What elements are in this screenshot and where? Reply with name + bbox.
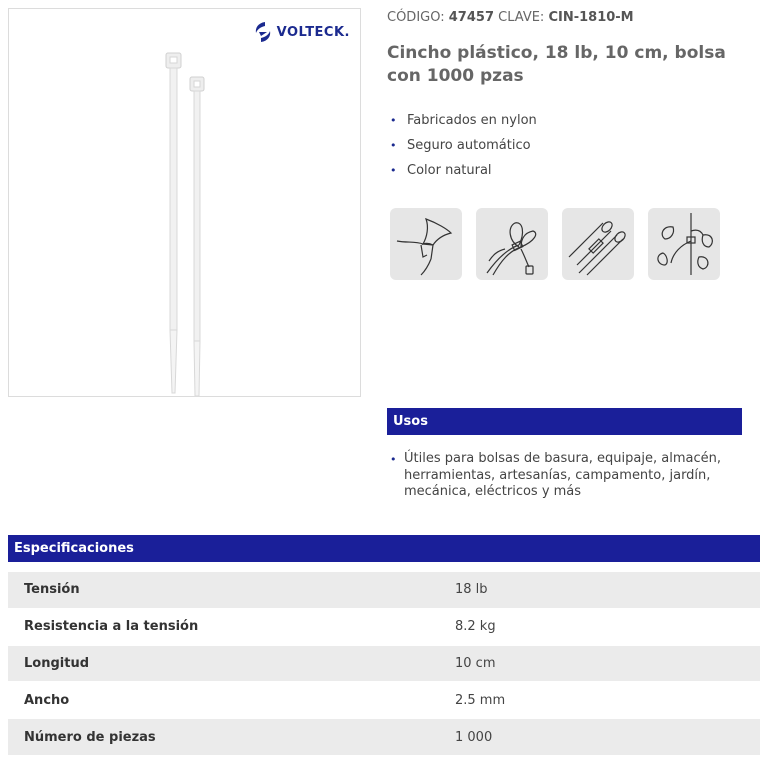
- use-icons: [390, 208, 720, 280]
- feature-list: [390, 112, 537, 187]
- brand-name: VOLTECK.: [276, 24, 350, 40]
- spec-label: Ancho: [24, 692, 70, 708]
- pipes-bundle-icon: [562, 208, 634, 280]
- bullet-icon: •: [390, 114, 397, 127]
- spec-value: 18 lb: [455, 582, 488, 598]
- key-value: CIN-1810-M: [548, 10, 634, 25]
- code-value: 47457: [448, 10, 494, 25]
- brand-logo: [253, 19, 350, 45]
- flower-bundle-icon: [390, 208, 462, 280]
- spec-label: Tensión: [24, 582, 80, 598]
- spec-value: 2.5 mm: [455, 692, 506, 708]
- usos-header: Usos: [387, 408, 742, 435]
- specs-header: Especificaciones: [8, 535, 760, 562]
- usos-item: [390, 451, 735, 501]
- spec-row: [8, 719, 760, 756]
- feature-item: [390, 162, 537, 187]
- cable-ties-image: [159, 51, 209, 396]
- product-title: Cincho plástico, 18 lb, 10 cm, bolsa con 1000 pzas: [387, 43, 726, 86]
- spec-row: [8, 572, 760, 609]
- feature-item: [390, 137, 537, 162]
- code-label: CÓDIGO:: [387, 10, 445, 25]
- bullet-icon: •: [390, 139, 397, 152]
- feature-text: Fabricados en nylon: [407, 113, 537, 128]
- spec-value: 10 cm: [455, 655, 496, 671]
- spec-label: Longitud: [24, 655, 90, 671]
- product-code-line: [387, 10, 634, 25]
- vine-plant-icon: [648, 208, 720, 280]
- feature-text: Color natural: [407, 163, 492, 178]
- spec-row: [8, 646, 760, 683]
- spec-value: 8.2 kg: [455, 619, 496, 635]
- bullet-icon: •: [390, 453, 397, 466]
- feature-text: Seguro automático: [407, 138, 531, 153]
- bullet-icon: •: [390, 164, 397, 177]
- spec-row: [8, 609, 760, 646]
- cable-bundle-icon: [476, 208, 548, 280]
- usos-text: Útiles para bolsas de basura, equipaje, almacén, herramientas, artesanías, campamento, jardín, mecánica, eléctricos y más: [404, 451, 721, 499]
- key-label: CLAVE:: [498, 10, 545, 25]
- product-image: [8, 8, 361, 397]
- feature-item: [390, 112, 537, 137]
- spec-label: Número de piezas: [24, 729, 156, 745]
- volteck-logo-icon: [253, 21, 273, 43]
- spec-row: [8, 682, 760, 719]
- spec-label: Resistencia a la tensión: [24, 619, 199, 635]
- specs-table: [8, 572, 760, 756]
- usos-list: [390, 451, 735, 501]
- spec-value: 1 000: [455, 729, 493, 745]
